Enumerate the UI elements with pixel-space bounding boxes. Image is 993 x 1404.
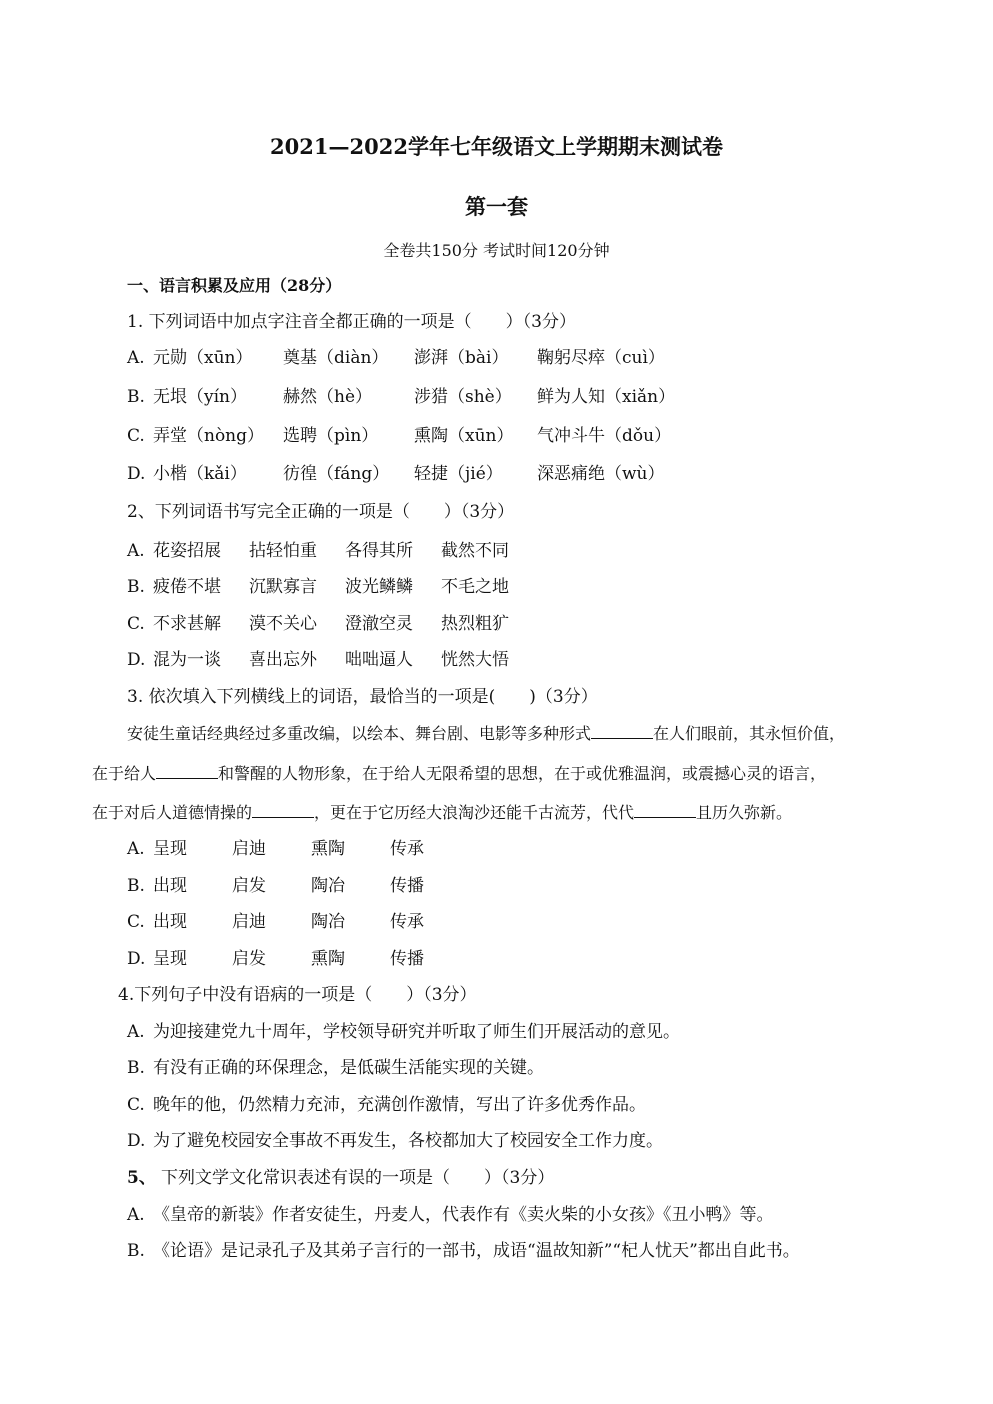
option-item: 熏陶 <box>311 839 345 859</box>
question-5-stem <box>127 1167 554 1189</box>
option-item: 呈现 <box>153 949 187 969</box>
question-5-option-a <box>127 1204 774 1226</box>
option-item: 不求甚解 <box>153 614 221 634</box>
question-2-option-a <box>127 540 509 562</box>
option-item: 截然不同 <box>441 541 509 561</box>
fill-blank-2 <box>156 764 218 779</box>
question-2-option-d <box>127 649 509 671</box>
option-item: 涉猎（shè） <box>414 387 512 407</box>
option-item: 选聘（pìn） <box>283 426 379 446</box>
option-label: C. <box>127 912 145 932</box>
option-item: 传播 <box>390 876 424 896</box>
exam-subtitle: 第一套 <box>465 194 528 219</box>
option-item: 澎湃（bài） <box>414 348 509 368</box>
option-text: 《论语》是记录孔子及其弟子言行的一部书，成语“温故知新”“杞人忧天”都出自此书。 <box>153 1241 800 1261</box>
question-3-passage-line-2 <box>92 763 826 785</box>
option-item: 小楷（kǎi） <box>153 464 247 484</box>
option-label: A. <box>127 348 145 368</box>
question-1-option-c <box>127 425 671 447</box>
passage-text: 和警醒的人物形象，在于给人无限希望的思想，在于或优雅温润，或震撼心灵的语言， <box>218 764 827 783</box>
option-label: B. <box>127 1241 145 1261</box>
section-heading: 一、语言积累及应用（28分） <box>127 276 342 295</box>
question-3-option-a <box>127 838 424 860</box>
question-5-option-b <box>127 1240 800 1262</box>
question-3-option-c <box>127 911 424 933</box>
option-label: D. <box>127 464 146 484</box>
option-item: 出现 <box>153 912 187 932</box>
option-item: 弄堂（nòng） <box>153 426 265 446</box>
question-3-stem: 3. 依次填入下列横线上的词语，最恰当的一项是( )（3分） <box>127 687 598 707</box>
option-item: 鲜为人知（xiǎn） <box>537 387 676 407</box>
option-item: 传承 <box>390 912 424 932</box>
question-3-passage-line-3 <box>92 802 792 824</box>
option-label: A. <box>127 541 145 561</box>
option-label: D. <box>127 1131 146 1151</box>
option-item: 深恶痛绝（wù） <box>537 464 665 484</box>
option-item: 无垠（yín） <box>153 387 247 407</box>
option-item: 赫然（hè） <box>283 387 373 407</box>
option-item: 熏陶 <box>311 949 345 969</box>
option-label: D. <box>127 650 146 670</box>
question-2-stem: 2、下列词语书写完全正确的一项是（ ）（3分） <box>127 502 515 522</box>
question-1-option-b <box>127 386 675 408</box>
option-item: 咄咄逼人 <box>345 650 413 670</box>
exam-title: 2021—2022学年七年级语文上学期期末测试卷 <box>270 134 723 159</box>
option-item: 陶冶 <box>311 912 345 932</box>
option-item: 传播 <box>390 949 424 969</box>
option-label: C. <box>127 1095 145 1115</box>
question-2-option-b <box>127 576 509 598</box>
option-text: 《皇帝的新装》作者安徒生，丹麦人，代表作有《卖火柴的小女孩》《丑小鸭》等。 <box>153 1205 774 1225</box>
option-item: 彷徨（fáng） <box>283 464 390 484</box>
exam-info: 全卷共150分 考试时间120分钟 <box>383 241 610 260</box>
option-item: 呈现 <box>153 839 187 859</box>
option-item: 沉默寡言 <box>249 577 317 597</box>
fill-blank-4 <box>634 803 696 818</box>
option-label: B. <box>127 577 145 597</box>
question-4-option-c <box>127 1094 646 1116</box>
passage-text: 且历久弥新。 <box>696 803 793 822</box>
option-label: A. <box>127 1205 145 1225</box>
question-1-option-a <box>127 347 665 369</box>
option-label: B. <box>127 387 145 407</box>
option-item: 奠基（diàn） <box>283 348 389 368</box>
option-item: 恍然大悟 <box>441 650 509 670</box>
option-label: A. <box>127 839 145 859</box>
question-4-option-a <box>127 1021 680 1043</box>
option-label: B. <box>127 876 145 896</box>
option-item: 气冲斗牛（dǒu） <box>537 426 672 446</box>
passage-text: 在人们眼前，其永恒价值， <box>653 724 846 743</box>
question-4-stem: 4.下列句子中没有语病的一项是（ ）（3分） <box>118 985 477 1005</box>
option-label: A. <box>127 1022 145 1042</box>
passage-text: 在于对后人道德情操的 <box>92 803 253 822</box>
passage-text: 在于给人 <box>92 764 157 783</box>
option-item: 传承 <box>390 839 424 859</box>
option-item: 喜出忘外 <box>249 650 317 670</box>
question-5-number: 5、 <box>127 1168 156 1188</box>
option-label: D. <box>127 949 146 969</box>
option-item: 鞠躬尽瘁（cuì） <box>537 348 665 368</box>
question-5-text: 下列文学文化常识表述有误的一项是（ ）（3分） <box>161 1168 555 1188</box>
passage-text: 安徒生童话经典经过多重改编，以绘本、舞台剧、电影等多种形式 <box>127 724 592 743</box>
question-2-option-c <box>127 613 509 635</box>
option-item: 熏陶（xūn） <box>414 426 514 446</box>
option-text: 为了避免校园安全事故不再发生，各校都加大了校园安全工作力度。 <box>153 1131 663 1151</box>
option-item: 轻捷（jié） <box>414 464 503 484</box>
option-item: 漠不关心 <box>249 614 317 634</box>
option-item: 拈轻怕重 <box>249 541 317 561</box>
option-text: 晚年的他，仍然精力充沛，充满创作激情，写出了许多优秀作品。 <box>153 1095 646 1115</box>
option-item: 疲倦不堪 <box>153 577 221 597</box>
question-3-option-d <box>127 948 424 970</box>
option-item: 波光鳞鳞 <box>345 577 413 597</box>
option-item: 不毛之地 <box>441 577 509 597</box>
option-item: 出现 <box>153 876 187 896</box>
question-4-option-b <box>127 1057 544 1079</box>
question-4-option-d <box>127 1130 663 1152</box>
question-1-stem: 1. 下列词语中加点字注音全都正确的一项是（ ）（3分） <box>127 312 576 332</box>
option-item: 元勋（xūn） <box>153 348 253 368</box>
fill-blank-3 <box>252 803 314 818</box>
option-text: 为迎接建党九十周年，学校领导研究并听取了师生们开展活动的意见。 <box>153 1022 680 1042</box>
option-item: 启迪 <box>232 912 266 932</box>
option-item: 澄澈空灵 <box>345 614 413 634</box>
option-item: 启发 <box>232 876 266 896</box>
option-label: C. <box>127 426 145 446</box>
question-3-option-b <box>127 875 424 897</box>
option-item: 启迪 <box>232 839 266 859</box>
option-label: B. <box>127 1058 145 1078</box>
option-text: 有没有正确的环保理念，是低碳生活能实现的关键。 <box>153 1058 544 1078</box>
option-item: 热烈粗犷 <box>441 614 509 634</box>
question-3-passage-line-1 <box>127 723 845 745</box>
option-item: 混为一谈 <box>153 650 221 670</box>
passage-text: ，更在于它历经大浪淘沙还能千古流芳，代代 <box>314 803 635 822</box>
option-item: 陶冶 <box>311 876 345 896</box>
option-item: 启发 <box>232 949 266 969</box>
option-item: 各得其所 <box>345 541 413 561</box>
option-label: C. <box>127 614 145 634</box>
question-1-option-d <box>127 463 665 485</box>
fill-blank-1 <box>591 724 653 739</box>
option-item: 花姿招展 <box>153 541 221 561</box>
